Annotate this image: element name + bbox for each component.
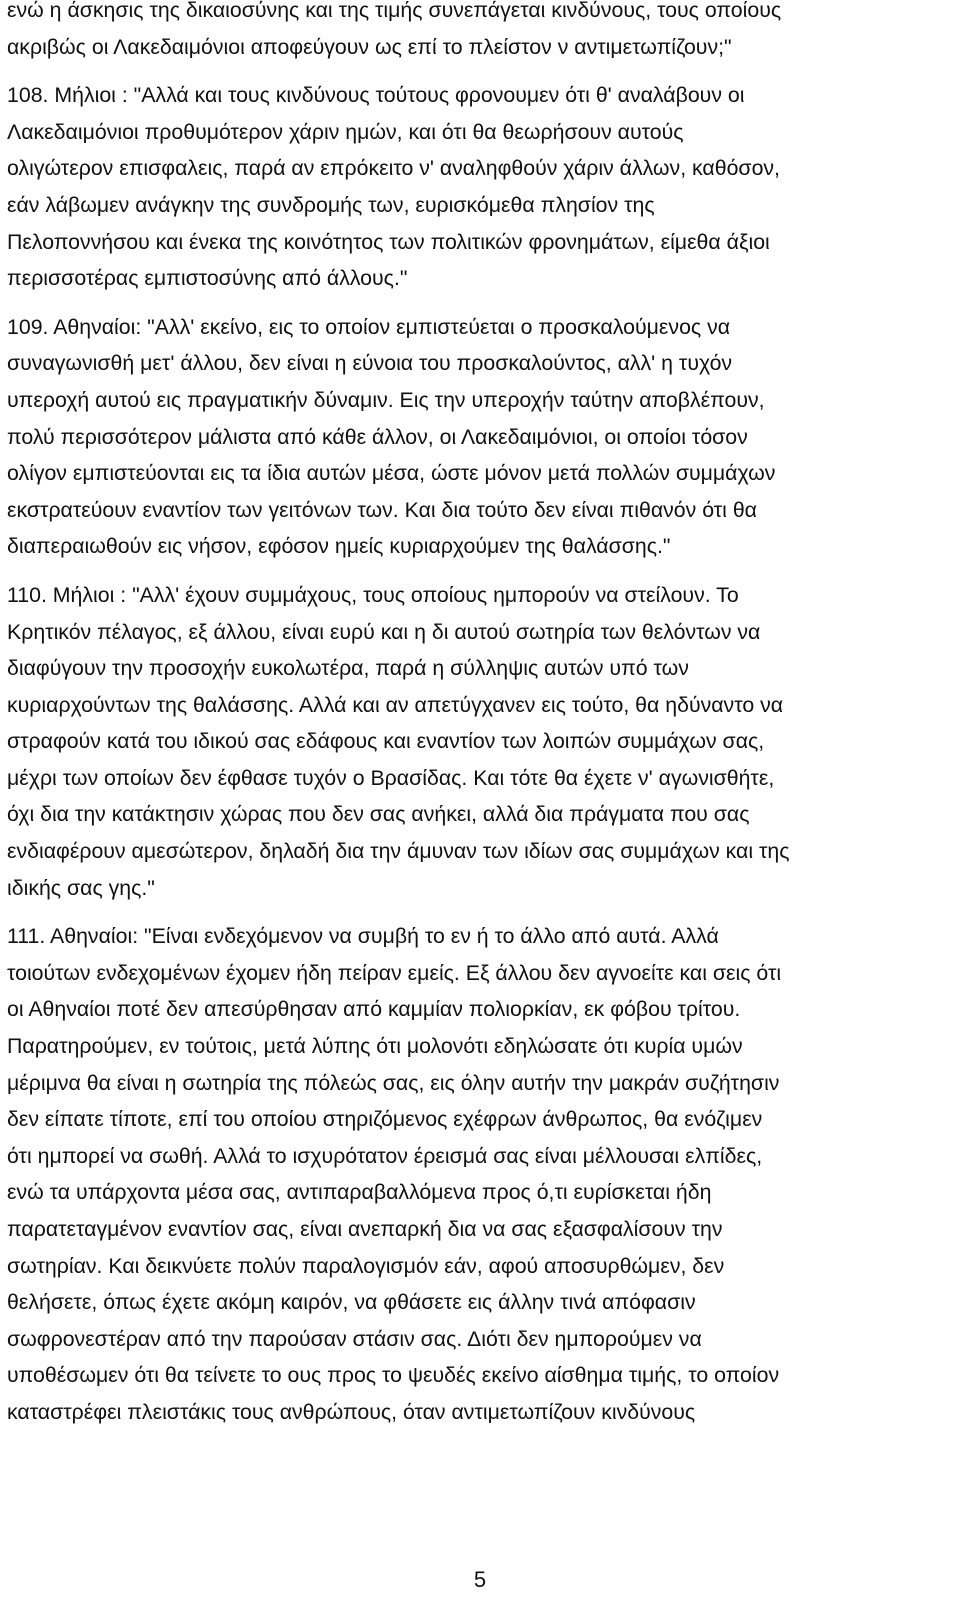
text-line: ιδικής σας γης." [7, 875, 155, 900]
text-line: ενώ τα υπάρχοντα μέσα σας, αντιπαραβαλλόμενα προς ό,τι ευρίσκεται ήδη [7, 1180, 712, 1205]
continued-text [7, 0, 953, 65]
text-line: Κρητικόν πέλαγος, εξ άλλου, είναι ευρύ και η δι αυτού σωτηρία των θελόντων να [7, 619, 761, 644]
text-line: πολύ περισσότερον μάλιστα από κάθε άλλον, οι Λακεδαιμόνιοι, οι οποίοι τόσον [7, 424, 748, 449]
text-line: εκστρατεύουν εναντίον των γειτόνων των. Και δια τούτο δεν είναι πιθανόν ότι θα [7, 497, 757, 522]
paragraph-108 [7, 77, 953, 297]
paragraph-gap [7, 906, 953, 918]
text-line: 111. Αθηναίοι: "Είναι ενδεχόμενον να συμβή το εν ή το άλλο από αυτά. Αλλά [7, 924, 719, 949]
text-line: Πελοποννήσου και ένεκα της κοινότητος των πολιτικών φρονημάτων, είμεθα άξιοι [7, 229, 770, 254]
text-line: διαπεραιωθούν εις νήσον, εφόσον ημείς κυριαρχούμεν της θαλάσσης." [7, 534, 671, 559]
document-page [7, 0, 953, 1431]
page-number: 5 [473, 1567, 487, 1592]
paragraph-109 [7, 309, 953, 565]
text-line: διαφύγουν την προσοχήν ευκολωτέρα, παρά η σύλληψις αυτών υπό των [7, 656, 689, 681]
text-line: ότι ημπορεί να σωθή. Αλλά το ισχυρότατον έρεισμά σας είναι μέλλουσαι ελπίδες, [7, 1143, 763, 1168]
paragraph-110 [7, 577, 953, 906]
paragraph-gap [7, 297, 953, 309]
paragraph-111 [7, 918, 953, 1430]
text-line: υποθέσωμεν ότι θα τείνετε το ους προς το ψευδές εκείνο αίσθημα τιμής, το οποίον [7, 1363, 780, 1388]
text-line: θελήσετε, όπως έχετε ακόμη καιρόν, να φθάσετε εις άλλην τινά απόφασιν [7, 1290, 696, 1315]
text-line: στραφούν κατά του ιδικού σας εδάφους και εναντίον των λοιπών συμμάχων σας, [7, 729, 765, 754]
paragraph-gap [7, 565, 953, 577]
text-line: σωτηρίαν. Και δεικνύετε πολύν παραλογισμόν εάν, αφού αποσυρθώμεν, δεν [7, 1253, 725, 1278]
text-line: μέριμνα θα είναι η σωτηρία της πόλεώς σας, εις όλην αυτήν την μακράν συζήτησιν [7, 1070, 780, 1095]
text-line: οι Αθηναίοι ποτέ δεν απεσύρθησαν από καμμίαν πολιορκίαν, εκ φόβου τρίτου. [7, 997, 741, 1022]
text-line: υπεροχή αυτού εις πραγματικήν δύναμιν. Εις την υπεροχήν ταύτην αποβλέπουν, [7, 387, 765, 412]
text-line: 109. Αθηναίοι: "Αλλ' εκείνο, εις το οποίον εμπιστεύεται ο προσκαλούμενος να [7, 314, 731, 339]
text-line: ολιγώτερον επισφαλεις, παρά αν επρόκειτο ν' αναληφθούν χάριν άλλων, καθόσον, [7, 156, 780, 181]
text-line: εάν λάβωμεν ανάγκην της συνδρομής των, ευρισκόμεθα πλησίον της [7, 192, 655, 217]
text-line: Παρατηρούμεν, εν τούτοις, μετά λύπης ότι μολονότι εδηλώσατε ότι κυρία υμών [7, 1034, 743, 1059]
text-line: τοιούτων ενδεχομένων έχομεν ήδη πείραν εμείς. Εξ άλλου δεν αγνοείτε και σεις ότι [7, 960, 782, 985]
text-line: ακριβώς οι Λακεδαιμόνιοι αποφεύγουν ως επί το πλείστον ν αντιμετωπίζουν;" [7, 34, 732, 59]
text-line: σωφρονεστέραν από την παρούσαν στάσιν σας. Διότι δεν ημπορούμεν να [7, 1326, 702, 1351]
text-line: Λακεδαιμόνιοι προθυμότερον χάριν ημών, και ότι θα θεωρήσουν αυτούς [7, 119, 684, 144]
text-line: ενώ η άσκησις της δικαιοσύνης και της τιμής συνεπάγεται κινδύνους, τους οποίους [7, 0, 782, 22]
text-line: 110. Μήλιοι : "Αλλ' έχουν συμμάχους, τους οποίους ημπορούν να στείλουν. Το [7, 582, 739, 607]
text-line: όχι δια την κατάκτησιν χώρας που δεν σας ανήκει, αλλά δια πράγματα που σας [7, 802, 750, 827]
text-line: 108. Μήλιοι : "Αλλά και τους κινδύνους τούτους φρονουμεν ότι θ' αναλάβουν οι [7, 83, 745, 108]
text-line: κυριαρχούντων της θαλάσσης. Αλλά και αν απετύγχανεν εις τούτο, θα ηδύναντο να [7, 692, 784, 717]
text-line: παρατεταγμένον εναντίον σας, είναι ανεπαρκή δια να σας εξασφαλίσουν την [7, 1217, 723, 1241]
text-line: καταστρέφει πλειστάκις τους ανθρώπους, όταν αντιμετωπίζουν κινδύνους [7, 1399, 696, 1424]
text-line: περισσοτέρας εμπιστοσύνης από άλλους." [7, 266, 408, 291]
text-line: συναγωνισθή μετ' άλλου, δεν είναι η εύνοια του προσκαλούντος, αλλ' η τυχόν [7, 351, 733, 376]
text-line: ολίγον εμπιστεύονται εις τα ίδια αυτών μέσα, ώστε μόνον μετά πολλών συμμάχων [7, 461, 776, 486]
text-line: δεν είπατε τίποτε, επί του οποίου στηριζόμενος εχέφρων άνθρωπος, θα ενόζιμεν [7, 1107, 763, 1132]
paragraph-gap [7, 65, 953, 77]
text-line: μέχρι των οποίων δεν έφθασε τυχόν ο Βρασίδας. Και τότε θα έχετε ν' αγωνισθήτε, [7, 765, 775, 790]
text-line: ενδιαφέρουν αμεσώτερον, δηλαδή δια την άμυναν των ιδίων σας συμμάχων και της [7, 839, 790, 864]
